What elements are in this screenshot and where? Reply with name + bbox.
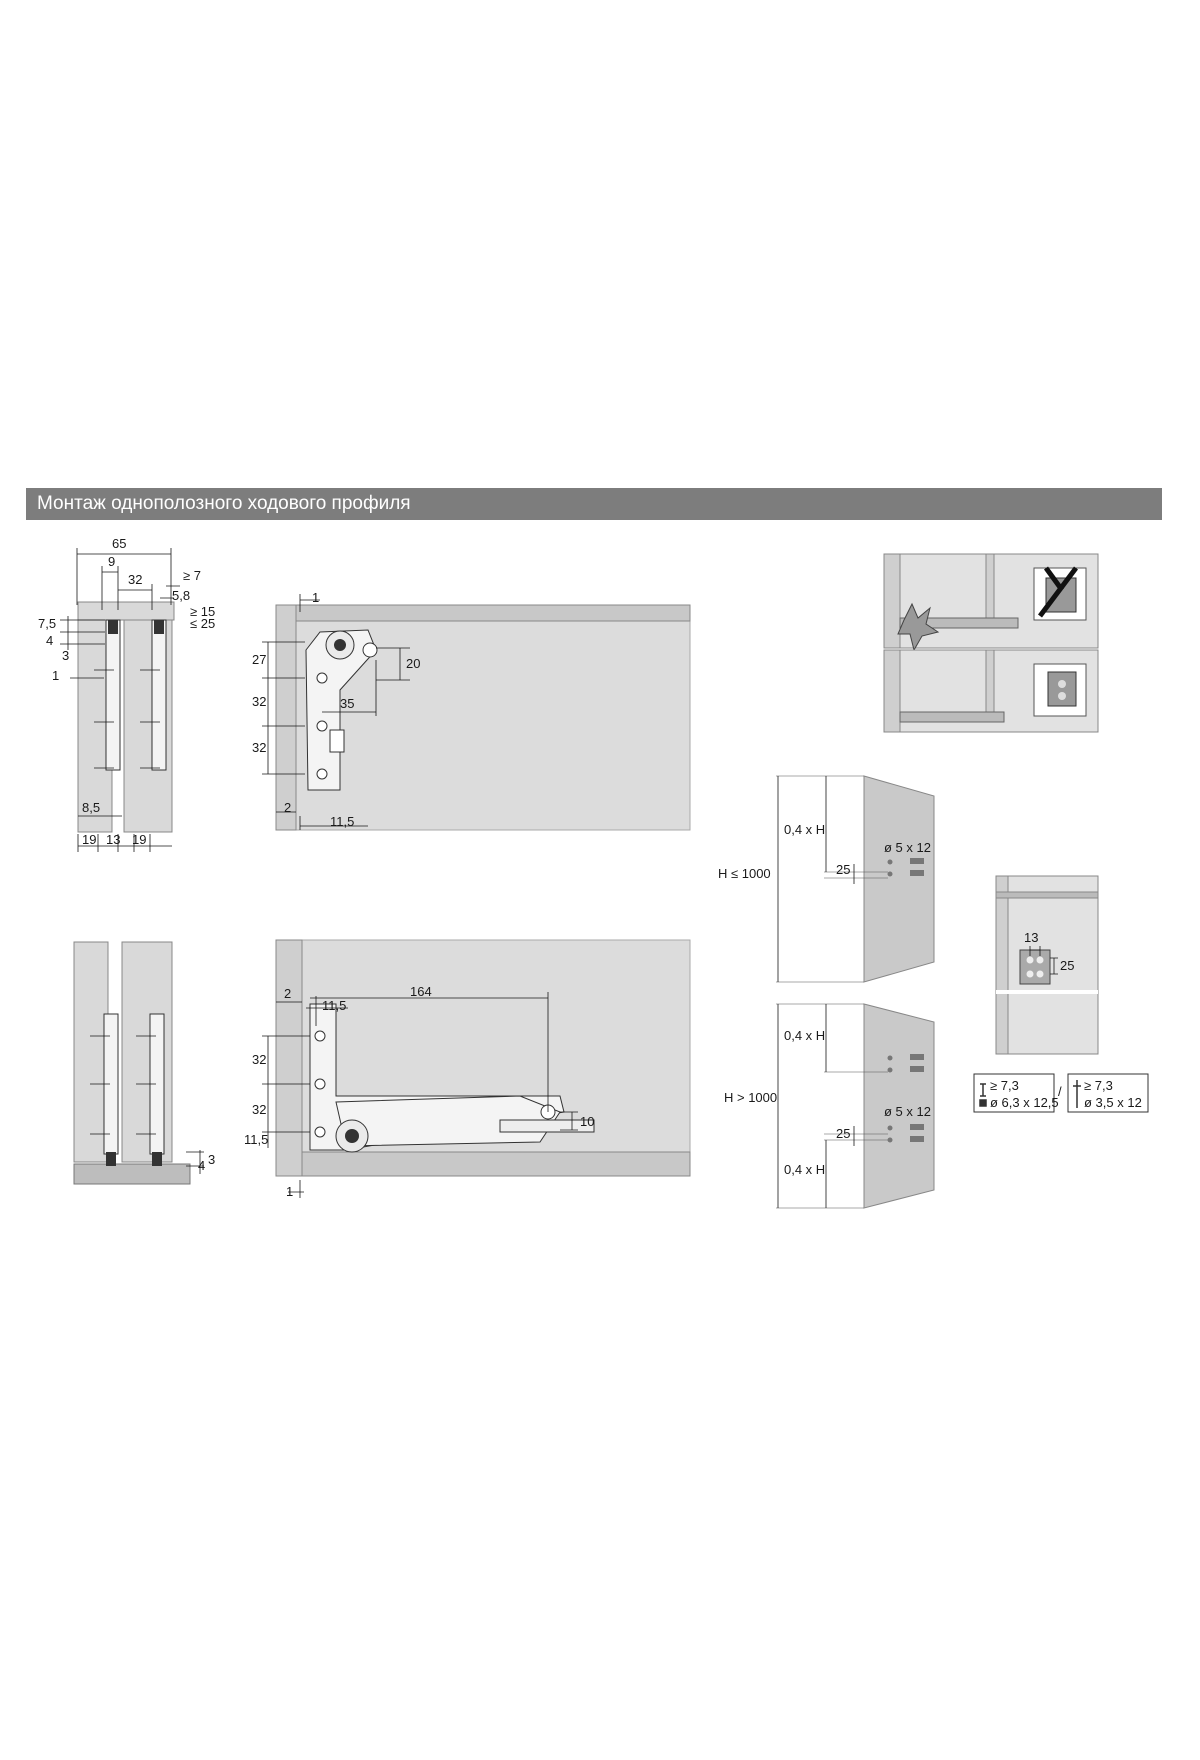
roller-left <box>108 620 118 634</box>
pilot-hole-a <box>888 860 893 865</box>
mount-hole-2 <box>317 721 327 731</box>
dim-5-8: 5,8 <box>172 588 191 603</box>
section-view-top <box>38 536 215 852</box>
pilot-hole-c <box>888 1056 893 1061</box>
door-diagram-lower <box>724 1004 934 1208</box>
hole-spec-upper: ø 5 x 12 <box>884 840 931 855</box>
section-view-bottom <box>74 942 215 1184</box>
dim-11-5-top: 11,5 <box>330 814 355 829</box>
dim-32-top-b: 32 <box>252 740 267 755</box>
label-h-le-1000: H ≤ 1000 <box>718 866 771 881</box>
mount-hole-bottom-3 <box>315 1127 325 1137</box>
stopper-frame-gap <box>996 990 1098 994</box>
screw-upper-b <box>910 870 924 876</box>
screw-lower-d <box>910 1136 924 1142</box>
pilot-hole-e <box>888 1126 893 1131</box>
dim-11-5-bottom-a: 11,5 <box>322 998 347 1013</box>
label-0-4h-upper: 0,4 x H <box>784 822 826 837</box>
screw-b-size: ø 3,5 x 12 <box>1084 1095 1142 1110</box>
bottom-rail <box>276 1152 690 1176</box>
bottom-plate <box>74 1164 190 1184</box>
dim-27: 27 <box>252 652 267 667</box>
dim-32-bottom-b: 32 <box>252 1102 267 1117</box>
dim-1-top: 1 <box>312 590 320 605</box>
dim-25-upper: 25 <box>836 862 851 877</box>
fitting-view-top <box>252 590 690 830</box>
dim-10: 10 <box>580 1114 595 1129</box>
dim-3: 3 <box>62 648 70 663</box>
inset-wrong-divider <box>986 554 994 628</box>
guide-left <box>106 1152 116 1166</box>
label-h-gt-1000: H > 1000 <box>724 1090 778 1105</box>
pilot-hole-b <box>888 872 893 877</box>
dim-164: 164 <box>410 984 432 999</box>
dim-7-5: 7,5 <box>38 616 57 631</box>
inset-right-wall <box>884 650 900 732</box>
mount-hole-bottom-2 <box>315 1079 325 1089</box>
hanger-profile-left <box>106 620 120 770</box>
door-upper <box>864 776 934 982</box>
wrong-stopper <box>1046 578 1076 612</box>
side-wall-top <box>276 605 296 830</box>
label-0-4h-lower-b: 0,4 x H <box>784 1162 826 1177</box>
adjust-clip <box>330 730 344 752</box>
stopper-part-hole-3 <box>1027 971 1034 978</box>
stopper-part <box>1020 950 1050 984</box>
dim-32: 32 <box>128 572 143 587</box>
stopper-part-hole-1 <box>1027 957 1034 964</box>
screw-lower-a <box>910 1054 924 1060</box>
stopper-part-hole-4 <box>1037 971 1044 978</box>
dim-lines-upper <box>778 776 854 982</box>
dim-65: 65 <box>112 536 127 551</box>
stopper-frame-wall <box>996 876 1008 1054</box>
dim-1: 1 <box>52 668 60 683</box>
hanger-profile-right <box>152 620 166 770</box>
door-panel-left-lower <box>74 942 108 1162</box>
top-rail <box>276 605 690 621</box>
fitting-view-bottom <box>244 940 690 1199</box>
dim-3-lower: 3 <box>208 1152 216 1167</box>
dim-le25: ≤ 25 <box>190 616 216 631</box>
dim-ge7: ≥ 7 <box>183 568 201 583</box>
dim-32-bottom-a: 32 <box>252 1052 267 1067</box>
top-rail-plate <box>78 602 174 620</box>
dim-2-top: 2 <box>284 800 292 815</box>
dim-19-right: 19 <box>132 832 147 847</box>
dim-4-lower: 4 <box>198 1158 206 1173</box>
hole-spec-lower: ø 5 x 12 <box>884 1104 931 1119</box>
label-0-4h-lower-a: 0,4 x H <box>784 1028 826 1043</box>
guide-right <box>152 1152 162 1166</box>
side-wall-bottom <box>276 940 302 1176</box>
screw-a-length: ≥ 7,3 <box>990 1078 1019 1093</box>
dim-19-left: 19 <box>82 832 97 847</box>
stopper-hole-2 <box>1058 692 1066 700</box>
pilot-hole-d <box>888 1068 893 1073</box>
mount-hole-1 <box>317 673 327 683</box>
guide-wheel <box>363 643 377 657</box>
wrong-right-insets <box>884 554 1098 732</box>
lower-roller-hub <box>345 1129 359 1143</box>
dim-25-stopper: 25 <box>1060 958 1075 973</box>
dim-32-top-a: 32 <box>252 694 267 709</box>
dim-35: 35 <box>340 696 355 711</box>
screw-separator: / <box>1058 1084 1062 1099</box>
mount-hole-3 <box>317 769 327 779</box>
dim-11-5-bottom-b: 11,5 <box>244 1132 269 1147</box>
dim-4: 4 <box>46 633 54 648</box>
dim-13: 13 <box>106 832 121 847</box>
inset-right-divider <box>986 650 994 712</box>
screw-lower-b <box>910 1066 924 1072</box>
inset-right-rail <box>900 712 1004 722</box>
upper-roller-hub <box>334 639 346 651</box>
dim-1-bottom: 1 <box>286 1184 294 1199</box>
dim-line-65 <box>77 548 171 605</box>
dim-13-stopper: 13 <box>1024 930 1039 945</box>
section-title: Монтаж однополозного ходового профиля <box>37 493 411 514</box>
dim-25-lower: 25 <box>836 1126 851 1141</box>
screw-a-size: ø 6,3 x 12,5 <box>990 1095 1059 1110</box>
dim-20: 20 <box>406 656 421 671</box>
right-stopper <box>1048 672 1076 706</box>
screw-b-length: ≥ 7,3 <box>1084 1078 1113 1093</box>
dim-9: 9 <box>108 554 116 569</box>
door-diagram-upper <box>718 776 934 982</box>
stopper-detail <box>974 876 1148 1112</box>
mount-hole-bottom-1 <box>315 1031 325 1041</box>
stopper-part-hole-2 <box>1037 957 1044 964</box>
screw-upper-a <box>910 858 924 864</box>
dim-ge15: ≥ 15 <box>190 604 216 619</box>
roller-right <box>154 620 164 634</box>
dim-8-5: 8,5 <box>82 800 101 815</box>
stopper-hole-1 <box>1058 680 1066 688</box>
stopper-frame-rail <box>996 892 1098 898</box>
dim-2-bottom: 2 <box>284 986 292 1001</box>
screw-lower-c <box>910 1124 924 1130</box>
pilot-hole-f <box>888 1138 893 1143</box>
